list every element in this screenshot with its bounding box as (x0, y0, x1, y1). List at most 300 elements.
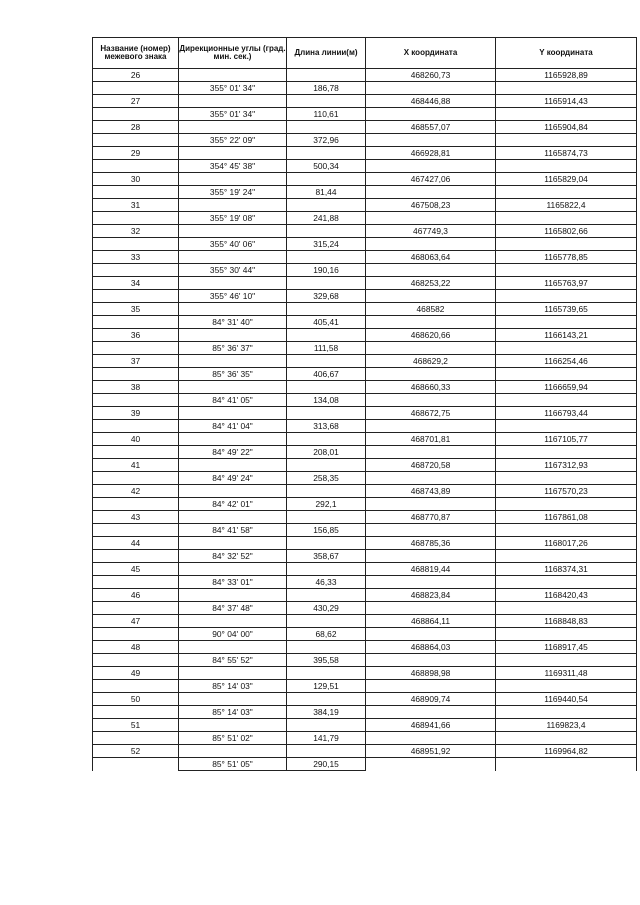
empty-cell (496, 264, 637, 277)
header-direction-angle: Дирекционные углы (град. мин. сек.) (179, 38, 287, 69)
empty-cell (179, 251, 287, 264)
empty-cell (179, 511, 287, 524)
empty-cell (179, 277, 287, 290)
empty-cell (179, 225, 287, 238)
x-coordinate-cell: 468819,44 (366, 563, 496, 576)
empty-cell (496, 446, 637, 459)
y-coordinate-cell: 1165914,43 (496, 95, 637, 108)
segment-row (93, 368, 637, 381)
empty-cell (93, 758, 179, 771)
empty-cell (496, 316, 637, 329)
y-coordinate-cell: 1168420,43 (496, 589, 637, 602)
empty-cell (287, 433, 366, 446)
empty-cell (496, 758, 637, 771)
y-coordinate-cell: 1169311,48 (496, 667, 637, 680)
line-length-cell: 290,15 (287, 758, 366, 771)
line-length-cell: 405,41 (287, 316, 366, 329)
point-row (93, 407, 637, 420)
empty-cell (366, 394, 496, 407)
x-coordinate-cell: 468785,36 (366, 537, 496, 550)
empty-cell (179, 433, 287, 446)
direction-angle-cell: 355° 01' 34" (179, 108, 287, 121)
empty-cell (93, 186, 179, 199)
empty-cell (366, 264, 496, 277)
point-row (93, 667, 637, 680)
empty-cell (93, 212, 179, 225)
line-length-cell: 111,58 (287, 342, 366, 355)
empty-cell (93, 108, 179, 121)
direction-angle-cell: 355° 30' 44" (179, 264, 287, 277)
table-body (93, 69, 637, 771)
segment-row (93, 472, 637, 485)
x-coordinate-cell: 468582 (366, 303, 496, 316)
empty-cell (366, 368, 496, 381)
point-number-cell: 45 (93, 563, 179, 576)
y-coordinate-cell: 1168374,31 (496, 563, 637, 576)
empty-cell (287, 589, 366, 602)
direction-angle-cell: 355° 01' 34" (179, 82, 287, 95)
segment-row (93, 134, 637, 147)
empty-cell (366, 524, 496, 537)
segment-row (93, 186, 637, 199)
x-coordinate-cell: 468743,89 (366, 485, 496, 498)
empty-cell (179, 745, 287, 758)
empty-cell (287, 381, 366, 394)
empty-cell (179, 407, 287, 420)
empty-cell (366, 290, 496, 303)
direction-angle-cell: 84° 41' 58" (179, 524, 287, 537)
line-length-cell: 46,33 (287, 576, 366, 589)
direction-angle-cell: 85° 36' 37" (179, 342, 287, 355)
empty-cell (366, 186, 496, 199)
empty-cell (366, 732, 496, 745)
empty-cell (366, 108, 496, 121)
empty-cell (93, 706, 179, 719)
empty-cell (93, 420, 179, 433)
empty-cell (93, 576, 179, 589)
empty-cell (496, 498, 637, 511)
x-coordinate-cell: 468701,81 (366, 433, 496, 446)
x-coordinate-cell: 468063,64 (366, 251, 496, 264)
segment-row (93, 446, 637, 459)
x-coordinate-cell: 468898,98 (366, 667, 496, 680)
y-coordinate-cell: 1166659,94 (496, 381, 637, 394)
empty-cell (287, 615, 366, 628)
line-length-cell: 68,62 (287, 628, 366, 641)
y-coordinate-cell: 1169823,4 (496, 719, 637, 732)
direction-angle-cell: 84° 33' 01" (179, 576, 287, 589)
direction-angle-cell: 85° 36' 35" (179, 368, 287, 381)
line-length-cell: 292,1 (287, 498, 366, 511)
x-coordinate-cell: 467508,23 (366, 199, 496, 212)
empty-cell (287, 69, 366, 82)
empty-cell (496, 732, 637, 745)
empty-cell (287, 693, 366, 706)
empty-cell (93, 316, 179, 329)
point-row (93, 615, 637, 628)
point-number-cell: 34 (93, 277, 179, 290)
empty-cell (287, 511, 366, 524)
point-row (93, 381, 637, 394)
empty-cell (93, 732, 179, 745)
table-header-row (93, 38, 637, 69)
y-coordinate-cell: 1166793,44 (496, 407, 637, 420)
segment-row (93, 238, 637, 251)
empty-cell (179, 537, 287, 550)
empty-cell (93, 368, 179, 381)
line-length-cell: 141,79 (287, 732, 366, 745)
empty-cell (179, 121, 287, 134)
direction-angle-cell: 354° 45' 38" (179, 160, 287, 173)
line-length-cell: 395,58 (287, 654, 366, 667)
line-length-cell: 430,29 (287, 602, 366, 615)
empty-cell (287, 147, 366, 160)
x-coordinate-cell: 468770,87 (366, 511, 496, 524)
line-length-cell: 81,44 (287, 186, 366, 199)
empty-cell (366, 628, 496, 641)
empty-cell (179, 563, 287, 576)
point-row (93, 589, 637, 602)
segment-row (93, 108, 637, 121)
point-row (93, 69, 637, 82)
empty-cell (496, 290, 637, 303)
empty-cell (366, 316, 496, 329)
empty-cell (179, 719, 287, 732)
point-row (93, 511, 637, 524)
empty-cell (496, 680, 637, 693)
empty-cell (287, 641, 366, 654)
empty-cell (287, 303, 366, 316)
point-number-cell: 39 (93, 407, 179, 420)
x-coordinate-cell: 468909,74 (366, 693, 496, 706)
point-row (93, 121, 637, 134)
y-coordinate-cell: 1167570,23 (496, 485, 637, 498)
y-coordinate-cell: 1168017,26 (496, 537, 637, 550)
y-coordinate-cell: 1165802,66 (496, 225, 637, 238)
empty-cell (366, 602, 496, 615)
coordinates-table (92, 37, 637, 771)
direction-angle-cell: 355° 46' 10" (179, 290, 287, 303)
point-number-cell: 38 (93, 381, 179, 394)
point-row (93, 95, 637, 108)
empty-cell (179, 303, 287, 316)
segment-row (93, 212, 637, 225)
segment-row (93, 758, 637, 771)
empty-cell (366, 238, 496, 251)
empty-cell (496, 394, 637, 407)
empty-cell (93, 550, 179, 563)
empty-cell (179, 615, 287, 628)
empty-cell (496, 602, 637, 615)
direction-angle-cell: 85° 51' 05" (179, 758, 287, 771)
point-number-cell: 29 (93, 147, 179, 160)
empty-cell (93, 264, 179, 277)
x-coordinate-cell: 467749,3 (366, 225, 496, 238)
line-length-cell: 156,85 (287, 524, 366, 537)
segment-row (93, 290, 637, 303)
y-coordinate-cell: 1165763,97 (496, 277, 637, 290)
point-row (93, 745, 637, 758)
empty-cell (287, 485, 366, 498)
point-row (93, 147, 637, 160)
empty-cell (287, 329, 366, 342)
point-row (93, 251, 637, 264)
line-length-cell: 315,24 (287, 238, 366, 251)
direction-angle-cell: 84° 41' 04" (179, 420, 287, 433)
empty-cell (287, 563, 366, 576)
x-coordinate-cell: 468629,2 (366, 355, 496, 368)
empty-cell (287, 199, 366, 212)
empty-cell (179, 329, 287, 342)
empty-cell (93, 160, 179, 173)
line-length-cell: 406,67 (287, 368, 366, 381)
empty-cell (93, 290, 179, 303)
segment-row (93, 498, 637, 511)
empty-cell (496, 134, 637, 147)
empty-cell (179, 459, 287, 472)
empty-cell (496, 160, 637, 173)
empty-cell (366, 342, 496, 355)
x-coordinate-cell: 468823,84 (366, 589, 496, 602)
y-coordinate-cell: 1166254,46 (496, 355, 637, 368)
empty-cell (287, 277, 366, 290)
segment-row (93, 654, 637, 667)
segment-row (93, 550, 637, 563)
direction-angle-cell: 85° 51' 02" (179, 732, 287, 745)
empty-cell (287, 719, 366, 732)
empty-cell (93, 394, 179, 407)
empty-cell (496, 654, 637, 667)
y-coordinate-cell: 1165778,85 (496, 251, 637, 264)
direction-angle-cell: 84° 55' 52" (179, 654, 287, 667)
empty-cell (93, 342, 179, 355)
empty-cell (496, 550, 637, 563)
segment-row (93, 602, 637, 615)
point-number-cell: 47 (93, 615, 179, 628)
empty-cell (287, 121, 366, 134)
x-coordinate-cell: 468660,33 (366, 381, 496, 394)
point-number-cell: 33 (93, 251, 179, 264)
segment-row (93, 342, 637, 355)
point-row (93, 225, 637, 238)
empty-cell (179, 69, 287, 82)
line-length-cell: 134,08 (287, 394, 366, 407)
empty-cell (93, 602, 179, 615)
empty-cell (287, 225, 366, 238)
segment-row (93, 628, 637, 641)
x-coordinate-cell: 468864,03 (366, 641, 496, 654)
segment-row (93, 264, 637, 277)
x-coordinate-cell: 468672,75 (366, 407, 496, 420)
empty-cell (93, 446, 179, 459)
y-coordinate-cell: 1169964,82 (496, 745, 637, 758)
y-coordinate-cell: 1168848,83 (496, 615, 637, 628)
segment-row (93, 420, 637, 433)
empty-cell (496, 420, 637, 433)
empty-cell (496, 108, 637, 121)
line-length-cell: 313,68 (287, 420, 366, 433)
empty-cell (93, 134, 179, 147)
line-length-cell: 241,88 (287, 212, 366, 225)
y-coordinate-cell: 1165928,89 (496, 69, 637, 82)
empty-cell (496, 576, 637, 589)
empty-cell (496, 82, 637, 95)
direction-angle-cell: 84° 31' 40" (179, 316, 287, 329)
point-number-cell: 31 (93, 199, 179, 212)
direction-angle-cell: 84° 37' 48" (179, 602, 287, 615)
line-length-cell: 208,01 (287, 446, 366, 459)
point-row (93, 329, 637, 342)
x-coordinate-cell: 468446,88 (366, 95, 496, 108)
empty-cell (179, 589, 287, 602)
segment-row (93, 680, 637, 693)
empty-cell (179, 381, 287, 394)
line-length-cell: 500,34 (287, 160, 366, 173)
point-number-cell: 46 (93, 589, 179, 602)
empty-cell (287, 667, 366, 680)
point-row (93, 173, 637, 186)
point-row (93, 641, 637, 654)
point-row (93, 433, 637, 446)
header-y-coordinate: Y координата (496, 38, 637, 69)
point-row (93, 199, 637, 212)
segment-row (93, 576, 637, 589)
point-row (93, 693, 637, 706)
empty-cell (366, 82, 496, 95)
empty-cell (366, 654, 496, 667)
line-length-cell: 190,16 (287, 264, 366, 277)
y-coordinate-cell: 1167861,08 (496, 511, 637, 524)
x-coordinate-cell: 468557,07 (366, 121, 496, 134)
point-number-cell: 30 (93, 173, 179, 186)
point-number-cell: 52 (93, 745, 179, 758)
empty-cell (366, 706, 496, 719)
y-coordinate-cell: 1167105,77 (496, 433, 637, 446)
empty-cell (496, 368, 637, 381)
empty-cell (93, 628, 179, 641)
line-length-cell: 384,19 (287, 706, 366, 719)
direction-angle-cell: 90° 04' 00" (179, 628, 287, 641)
direction-angle-cell: 85° 14' 03" (179, 706, 287, 719)
empty-cell (179, 485, 287, 498)
y-coordinate-cell: 1165739,65 (496, 303, 637, 316)
empty-cell (366, 420, 496, 433)
empty-cell (366, 446, 496, 459)
point-row (93, 537, 637, 550)
empty-cell (179, 355, 287, 368)
line-length-cell: 372,96 (287, 134, 366, 147)
point-number-cell: 42 (93, 485, 179, 498)
empty-cell (366, 758, 496, 771)
segment-row (93, 316, 637, 329)
header-line-length: Длина линии(м) (287, 38, 366, 69)
x-coordinate-cell: 467427,06 (366, 173, 496, 186)
empty-cell (496, 706, 637, 719)
point-number-cell: 41 (93, 459, 179, 472)
line-length-cell: 129,51 (287, 680, 366, 693)
empty-cell (287, 537, 366, 550)
x-coordinate-cell: 468253,22 (366, 277, 496, 290)
empty-cell (93, 82, 179, 95)
empty-cell (93, 498, 179, 511)
empty-cell (179, 147, 287, 160)
point-number-cell: 44 (93, 537, 179, 550)
segment-row (93, 82, 637, 95)
direction-angle-cell: 84° 42' 01" (179, 498, 287, 511)
y-coordinate-cell: 1168917,45 (496, 641, 637, 654)
point-row (93, 485, 637, 498)
header-x-coordinate: X координата (366, 38, 496, 69)
empty-cell (366, 134, 496, 147)
empty-cell (366, 212, 496, 225)
direction-angle-cell: 84° 41' 05" (179, 394, 287, 407)
empty-cell (179, 641, 287, 654)
empty-cell (496, 342, 637, 355)
point-number-cell: 36 (93, 329, 179, 342)
line-length-cell: 258,35 (287, 472, 366, 485)
x-coordinate-cell: 468620,66 (366, 329, 496, 342)
point-row (93, 719, 637, 732)
x-coordinate-cell: 468260,73 (366, 69, 496, 82)
point-number-cell: 26 (93, 69, 179, 82)
point-number-cell: 49 (93, 667, 179, 680)
segment-row (93, 394, 637, 407)
point-number-cell: 37 (93, 355, 179, 368)
empty-cell (366, 576, 496, 589)
empty-cell (179, 667, 287, 680)
empty-cell (179, 173, 287, 186)
direction-angle-cell: 355° 19' 08" (179, 212, 287, 225)
empty-cell (287, 251, 366, 264)
direction-angle-cell: 355° 22' 09" (179, 134, 287, 147)
y-coordinate-cell: 1166143,21 (496, 329, 637, 342)
direction-angle-cell: 84° 49' 24" (179, 472, 287, 485)
empty-cell (496, 524, 637, 537)
point-number-cell: 40 (93, 433, 179, 446)
point-number-cell: 35 (93, 303, 179, 316)
line-length-cell: 110,61 (287, 108, 366, 121)
y-coordinate-cell: 1165829,04 (496, 173, 637, 186)
direction-angle-cell: 355° 40' 06" (179, 238, 287, 251)
y-coordinate-cell: 1169440,54 (496, 693, 637, 706)
direction-angle-cell: 85° 14' 03" (179, 680, 287, 693)
empty-cell (179, 693, 287, 706)
direction-angle-cell: 84° 32' 52" (179, 550, 287, 563)
empty-cell (179, 199, 287, 212)
point-number-cell: 28 (93, 121, 179, 134)
segment-row (93, 706, 637, 719)
x-coordinate-cell: 468941,66 (366, 719, 496, 732)
empty-cell (287, 95, 366, 108)
empty-cell (287, 459, 366, 472)
y-coordinate-cell: 1165874,73 (496, 147, 637, 160)
point-number-cell: 51 (93, 719, 179, 732)
empty-cell (366, 498, 496, 511)
y-coordinate-cell: 1167312,93 (496, 459, 637, 472)
empty-cell (93, 524, 179, 537)
x-coordinate-cell: 468720,58 (366, 459, 496, 472)
x-coordinate-cell: 468951,92 (366, 745, 496, 758)
point-number-cell: 32 (93, 225, 179, 238)
x-coordinate-cell: 466928,81 (366, 147, 496, 160)
line-length-cell: 329,68 (287, 290, 366, 303)
empty-cell (496, 238, 637, 251)
empty-cell (287, 173, 366, 186)
point-number-cell: 48 (93, 641, 179, 654)
empty-cell (496, 472, 637, 485)
empty-cell (93, 680, 179, 693)
empty-cell (366, 550, 496, 563)
